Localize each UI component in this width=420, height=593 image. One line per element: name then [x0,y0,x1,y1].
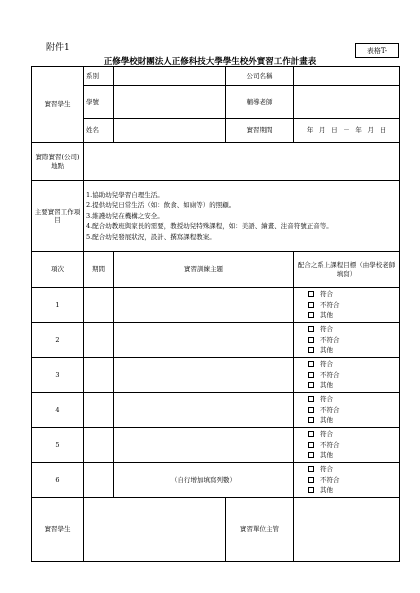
period-format-part: － [343,126,350,135]
task-item: 1.協助幼兒學習自理生活。 [86,190,164,199]
table-row [32,323,400,358]
goal-option[interactable] [296,370,397,381]
checkbox[interactable] [308,337,314,343]
signature-supervisor-label: 實習單位主管 [226,498,294,562]
checkbox[interactable] [308,431,314,437]
signature-student-field[interactable] [84,498,226,562]
student-id-label: 學號 [84,86,114,119]
goal-option-label: 符合 [320,325,334,334]
department-field[interactable] [114,67,226,86]
goal-option[interactable] [296,324,397,335]
row-goal-options [294,323,400,358]
row-item-number: 3 [32,358,84,393]
checkbox[interactable] [308,302,314,308]
task-item: 3.維護幼兒在機構之安全。 [86,211,164,220]
table-row [32,428,400,463]
header-period: 期間 [84,252,114,288]
tasks-list [84,181,400,252]
period-format-part: 日 [379,126,387,135]
row-period-field[interactable] [84,428,114,463]
name-label: 姓名 [84,119,114,143]
row-period-field[interactable] [84,393,114,428]
row-theme-field[interactable] [114,358,294,393]
goal-option[interactable] [296,440,397,451]
checkbox[interactable] [308,312,314,318]
company-field[interactable] [294,67,400,86]
row-period-field[interactable] [84,463,114,498]
row-item-number: 1 [32,288,84,323]
company-label: 公司名稱 [226,67,294,86]
header-goal: 配合之系上課程目標（由學校老師填寫） [294,252,400,288]
goal-option-label: 其他 [320,346,334,355]
signature-student-label: 實習學生 [32,498,84,562]
name-field[interactable] [114,119,226,143]
goal-option-label: 不符合 [320,300,340,309]
checkbox[interactable] [308,452,314,458]
goal-option[interactable] [296,475,397,486]
row-period-field[interactable] [84,323,114,358]
goal-option-label: 其他 [320,451,334,460]
goal-option[interactable] [296,335,397,346]
period-format-part: 月 [367,126,375,135]
task-item: 5.配合幼兒發展狀況，設計、撰寫課程教案。 [86,232,216,241]
checkbox[interactable] [308,396,314,402]
row-goal-options [294,428,400,463]
form-number-box: 表格T- [355,43,399,58]
row-theme-field[interactable] [114,288,294,323]
task-item: 4.配合幼教班與家長的需要，教授幼兒特殊課程，如：美語、繪畫、注音符號正音等。 [86,222,333,231]
annex-label: 附件1 [46,43,70,53]
checkbox[interactable] [308,477,314,483]
period-format-part: 日 [331,126,338,135]
goal-option-label: 符合 [320,290,334,299]
checkbox[interactable] [308,291,314,297]
table-row [32,393,400,428]
row-theme-field[interactable] [114,393,294,428]
goal-option[interactable] [296,394,397,405]
period-format-part: 月 [318,126,326,135]
goal-option[interactable] [296,289,397,300]
checkbox[interactable] [308,347,314,353]
table-row [32,288,400,323]
goal-option[interactable] [296,359,397,370]
goal-option-label: 其他 [320,416,334,425]
advisor-label: 輔導老師 [226,86,294,119]
goal-option[interactable] [296,380,397,391]
goal-option-label: 符合 [320,360,334,369]
checkbox[interactable] [308,442,314,448]
goal-option[interactable] [296,345,397,356]
row-item-number: 4 [32,393,84,428]
table-row [32,358,400,393]
row-goal-options [294,393,400,428]
header-item: 項次 [32,252,84,288]
header-theme: 實習訓練主題 [114,252,294,288]
goal-option[interactable] [296,405,397,416]
goal-option-label: 不符合 [320,370,340,379]
tasks-label: 主要實習工作項目 [32,181,84,252]
row-item-number: 5 [32,428,84,463]
department-label: 系別 [84,67,114,86]
row-item-number: 6 [32,463,84,498]
goal-option-label: 符合 [320,465,334,474]
student-id-field[interactable] [114,86,226,119]
checkbox[interactable] [308,407,314,413]
checkbox[interactable] [308,361,314,367]
goal-option[interactable] [296,429,397,440]
row-goal-options [294,463,400,498]
period-field[interactable] [294,119,400,143]
goal-option-label: 其他 [320,311,334,320]
student-label: 實習學生 [32,67,84,143]
signature-supervisor-field[interactable] [294,498,400,562]
advisor-field[interactable] [294,86,400,119]
row-period-field[interactable] [84,358,114,393]
period-format-part: 年 [355,126,362,135]
internship-plan-table [31,66,400,562]
location-field[interactable] [84,143,400,181]
location-label: 實際實習(公司)地點 [32,143,84,181]
goal-option[interactable] [296,300,397,311]
goal-option-label: 不符合 [320,405,340,414]
row-theme-field[interactable]: （自行增加填寫列數） [114,463,294,498]
checkbox[interactable] [308,487,314,493]
goal-option[interactable] [296,485,397,496]
page-title: 正修學校財團法人正修科技大學學生校外實習工作計畫表 [103,57,317,67]
row-goal-options [294,358,400,393]
checkbox[interactable] [308,466,314,472]
row-theme-field[interactable] [114,428,294,463]
row-item-number: 2 [32,323,84,358]
goal-option-label: 不符合 [320,335,340,344]
goal-option[interactable] [296,464,397,475]
row-goal-options [294,288,400,323]
goal-option[interactable] [296,450,397,461]
goal-option-label: 符合 [320,395,334,404]
checkbox[interactable] [308,417,314,423]
row-period-field[interactable] [84,288,114,323]
period-label: 實習期間 [226,119,294,143]
goal-option-label: 其他 [320,486,334,495]
goal-option-label: 其他 [320,381,334,390]
checkbox[interactable] [308,372,314,378]
goal-option[interactable] [296,310,397,321]
goal-option-label: 符合 [320,430,334,439]
row-theme-field[interactable] [114,323,294,358]
period-format-part: 年 [306,126,314,135]
task-item: 2.提供幼兒日常生活（如：飲食、如廁等）的照顧。 [86,201,236,210]
goal-option-label: 不符合 [320,440,340,449]
table-row [32,463,400,498]
goal-option-label: 不符合 [320,475,340,484]
checkbox[interactable] [308,326,314,332]
checkbox[interactable] [308,382,314,388]
goal-option[interactable] [296,415,397,426]
